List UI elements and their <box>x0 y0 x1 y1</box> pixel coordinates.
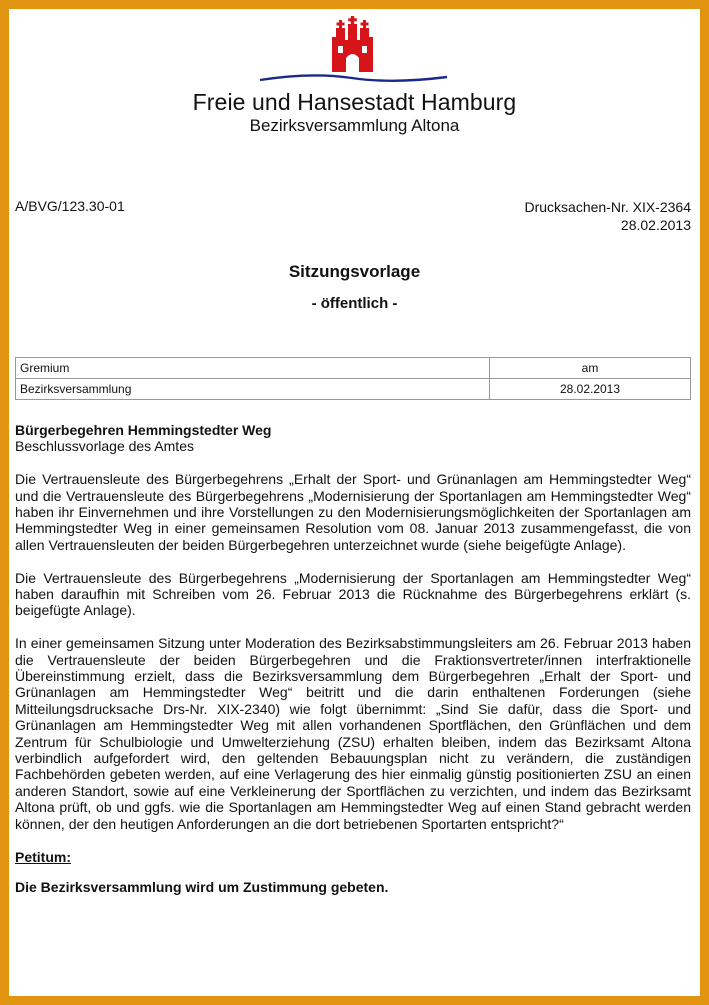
table-row <box>16 379 691 400</box>
committee-table <box>15 357 691 400</box>
document-date: 28.02.2013 <box>620 217 691 233</box>
table-cell: 28.02.2013 <box>490 379 691 400</box>
hamburg-coat-of-arms-logo <box>252 14 452 86</box>
table-header-cell: Gremium <box>16 358 490 379</box>
document-body <box>15 422 691 912</box>
petitum-label: Petitum: <box>15 848 71 865</box>
paragraph: Die Vertrauensleute des Bürgerbegehrens „Erhalt der Sport- und Grünanlagen am Hemmingstedter Weg“ und die Vertrauensleute des Bürgerbegehrens „Modernisierung der Sportanlagen am Hemmingstedter Weg“ haben ihr Einvernehmen und ihre Vorstellungen zu den Modernisierungsmöglichkeiten der Sportanlagen am Hemmingstedter Weg in einer gemeinsamen Resolution vom 08. Januar 2013 zusammengefasst, die von allen Vertrauensleuten der beiden Bürgerbegehren unterzeichnet wurde (siehe beigefügte Anlage). <box>15 471 691 553</box>
table-cell: Bezirksversammlung <box>16 379 490 400</box>
table-header-cell: am <box>490 358 691 379</box>
print-number: Drucksachen-Nr. XIX-2364 <box>524 199 691 215</box>
visibility-heading: - öffentlich - <box>311 295 398 312</box>
document-type-heading: Sitzungsvorlage <box>288 262 421 281</box>
subject-title: Bürgerbegehren Hemmingstedter Weg <box>15 422 272 438</box>
paragraph: In einer gemeinsamen Sitzung unter Moderation des Bezirksabstimmungsleiters am 26. Februar 2013 haben die Vertrauensleute der beiden Bürgerbegehren und die Fraktionsvertreter/innen interfraktionelle Übereinstimmung erzielt, dass die Bezirksversammlung dem Bürgerbegehren „Erhalt der Sport- und Grünanlagen am Hemmingstedter Weg“ beitritt und die darin enthaltenen Forderungen (siehe Mitteilungsdrucksache Drs-Nr. XIX-2340) wie folgt übernimmt: „Sind Sie dafür, dass die Sport- und Grünanlagen am Hemmingstedter Weg mit allen vorhandenen Sportflächen, den Grünflächen und dem Zentrum für Schulbiologie und Umwelterziehung (ZSU) erhalten bleiben, indem das Bezirksamt Altona verbindlich aufgefordert wird, den geltenden Bebauungsplan nicht zu verändern, die zuständigen Fachbehörden gebeten werden, auf eine Verlagerung des hier einmalig günstig positionierten ZSU an einen anderen Standort, sowie auf eine Verkleinerung der Sportflächen zu verzichten, und indem das Bezirksamt Altona prüft, ob und ggfs. wie die Sportanlagen am Hemmingstedter Weg auf einen Stand gebracht werden können, der den heutigen Anforderungen an die dort betriebenen Sportarten entspricht?“ <box>15 635 691 832</box>
city-title: Freie und Hansestadt Hamburg <box>192 89 517 115</box>
table-header-row <box>16 358 691 379</box>
print-reference-block <box>524 198 691 234</box>
petitum-text: Die Bezirksversammlung wird um Zustimmung gebeten. <box>15 878 389 895</box>
paragraph: Die Vertrauensleute des Bürgerbegehrens „Modernisierung der Sportanlagen am Hemmingstedter Weg“ haben daraufhin mit Schreiben vom 26. Februar 2013 die Rücknahme des Bürgerbegehrens erklärt (s. beigefügte Anlage). <box>15 569 691 619</box>
assembly-title: Bezirksversammlung Altona <box>249 116 460 135</box>
document-page <box>9 9 700 996</box>
file-reference: A/BVG/123.30-01 <box>15 198 125 214</box>
subject-subtitle: Beschlussvorlage des Amtes <box>15 438 194 455</box>
